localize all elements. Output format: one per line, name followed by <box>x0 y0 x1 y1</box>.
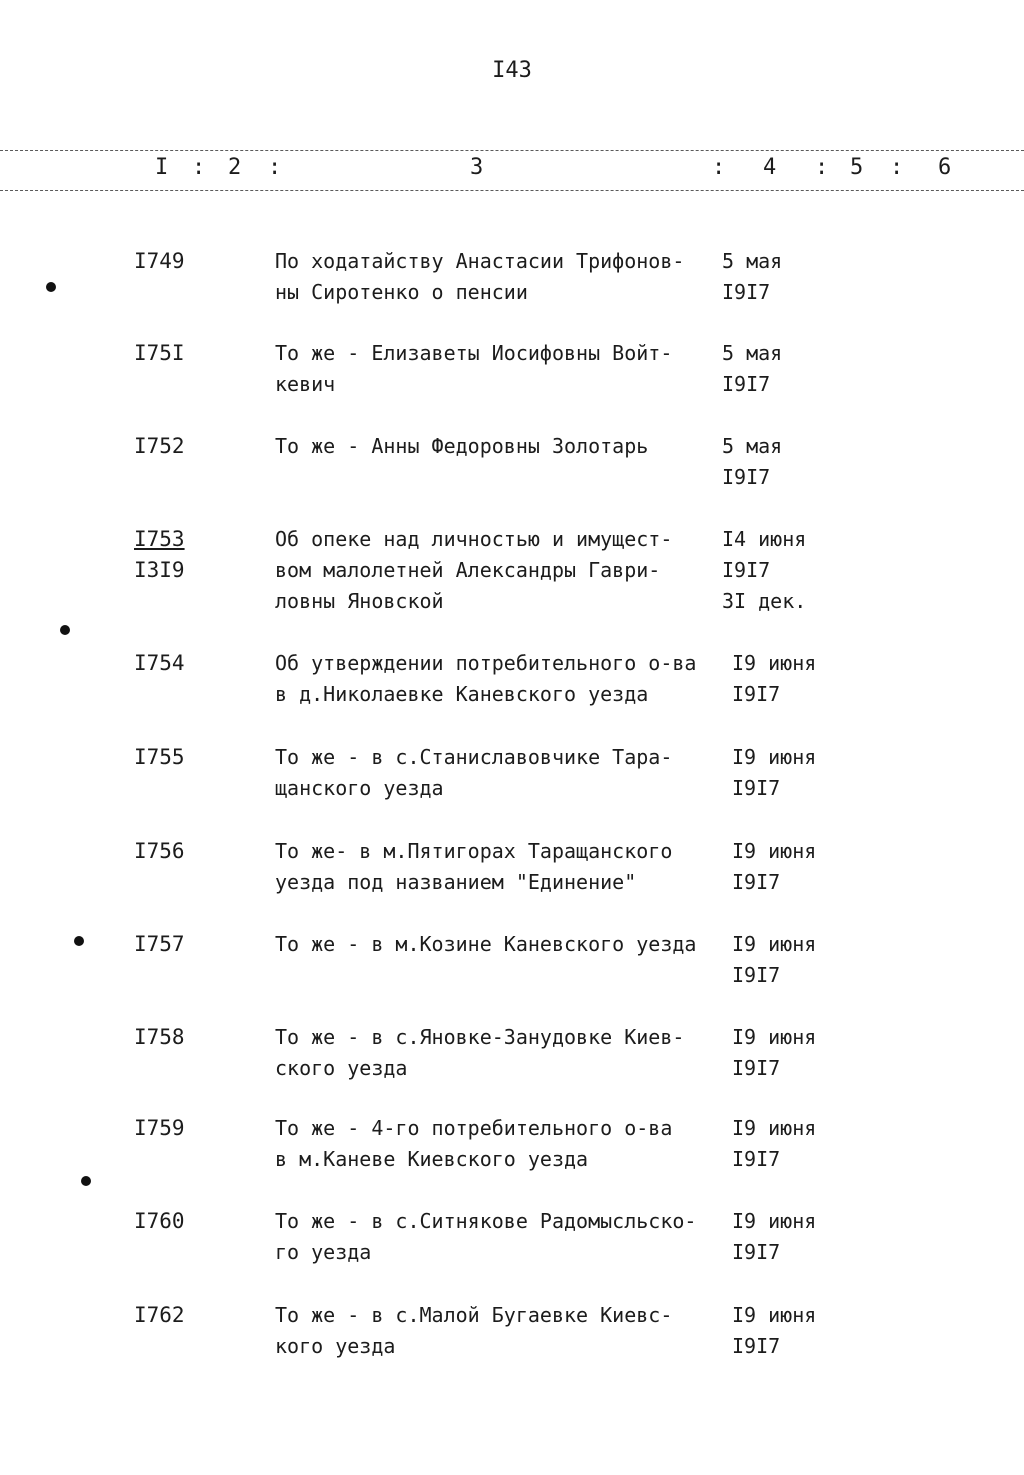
column-separator: : <box>712 155 726 180</box>
record-title <box>275 836 725 898</box>
column-header-2: 2 <box>228 155 242 180</box>
record-title <box>275 1300 725 1362</box>
column-separator: : <box>192 155 206 180</box>
record-number-primary: I759 <box>134 1116 185 1140</box>
record-number-secondary: I3I9 <box>134 558 185 582</box>
record-title <box>275 929 725 960</box>
record-date <box>732 742 816 804</box>
record-date-line: I9I7 <box>732 1240 781 1264</box>
record-date <box>732 1113 816 1175</box>
record-number <box>134 742 185 773</box>
record-title-line: То же - 4-го потребительного о-ва <box>275 1116 673 1140</box>
record-date-line: I9I7 <box>732 1334 781 1358</box>
record-date-line: 5 мая <box>722 341 783 365</box>
record-title <box>275 648 725 710</box>
record-title <box>275 742 725 804</box>
record-title-line: Об опеке над личностью и имущест- <box>275 527 673 551</box>
record-title-line: уезда под названием "Единение" <box>275 870 637 894</box>
record-date-line: 3I дек. <box>722 589 807 613</box>
record-title-line: ны Сиротенко о пенсии <box>275 280 528 304</box>
record-number-primary: I756 <box>134 839 185 863</box>
record-date <box>732 1022 816 1084</box>
record-title-line: То же - Анны Федоровны Золотарь <box>275 434 649 458</box>
record-title <box>275 338 725 400</box>
record-title-line: То же - в с.Ситнякове Радомысльско- <box>275 1209 697 1233</box>
record-number <box>134 338 185 369</box>
header-top-rule <box>0 150 1024 151</box>
column-header-3: 3 <box>470 155 484 180</box>
record-number <box>134 1022 185 1053</box>
record-date-line: I9 июня <box>732 1116 817 1140</box>
record-title-line: То же- в м.Пятигорах Таращанского <box>275 839 673 863</box>
record-number <box>134 246 185 277</box>
record-number <box>134 1113 185 1144</box>
record-date <box>722 431 782 493</box>
record-title <box>275 1206 725 1268</box>
record-date <box>732 1206 816 1268</box>
record-number-primary: I752 <box>134 434 185 458</box>
record-date <box>722 524 806 617</box>
record-date-line: I9 июня <box>732 651 817 675</box>
record-title-line: То же - в с.Малой Бугаевке Киевс- <box>275 1303 673 1327</box>
punch-hole-mark <box>46 282 56 292</box>
record-date <box>732 1300 816 1362</box>
record-date <box>732 836 816 898</box>
record-title-line: То же - в с.Яновке-Занудовке Киев- <box>275 1025 685 1049</box>
record-title <box>275 246 725 308</box>
header-bottom-rule <box>0 190 1024 191</box>
record-date-line: I9I7 <box>732 682 781 706</box>
record-title-line: го уезда <box>275 1240 372 1264</box>
record-title-line: в д.Николаевке Каневского уезда <box>275 682 649 706</box>
record-date-line: I9 июня <box>732 839 817 863</box>
record-date-line: I9I7 <box>732 1147 781 1171</box>
record-number-primary: I760 <box>134 1209 185 1233</box>
record-date <box>722 338 782 400</box>
record-date-line: I9 июня <box>732 1025 817 1049</box>
record-number <box>134 1300 185 1331</box>
record-date <box>732 648 816 710</box>
record-date-line: I9I7 <box>732 1056 781 1080</box>
column-separator: : <box>890 155 904 180</box>
record-date-line: I9I7 <box>732 870 781 894</box>
record-number-primary: I758 <box>134 1025 185 1049</box>
record-number <box>134 648 185 679</box>
record-number <box>134 431 185 462</box>
record-date-line: 5 мая <box>722 434 783 458</box>
punch-hole-mark <box>60 625 70 635</box>
column-header-4: 4 <box>763 155 777 180</box>
record-date-line: I9 июня <box>732 1209 817 1233</box>
column-separator: : <box>268 155 282 180</box>
record-title-line: По ходатайству Анастасии Трифонов- <box>275 249 685 273</box>
record-title <box>275 431 725 462</box>
record-title <box>275 1113 725 1175</box>
column-header-6: 6 <box>938 155 952 180</box>
record-title-line: вом малолетней Александры Гаври- <box>275 558 661 582</box>
record-title-line: в м.Каневе Киевского уезда <box>275 1147 589 1171</box>
record-title-line: кевич <box>275 372 336 396</box>
record-title-line: щанского уезда <box>275 776 444 800</box>
record-title-line: То же - в м.Козине Каневского уезда <box>275 932 697 956</box>
column-header-1: I <box>155 155 169 180</box>
record-number-primary: I757 <box>134 932 185 956</box>
record-date-line: 5 мая <box>722 249 783 273</box>
record-date-line: I9 июня <box>732 932 817 956</box>
record-title <box>275 1022 725 1084</box>
punch-hole-mark <box>74 936 84 946</box>
record-date <box>732 929 816 991</box>
record-date-line: I9 июня <box>732 745 817 769</box>
column-header-5: 5 <box>850 155 864 180</box>
record-date-line: I9I7 <box>732 963 781 987</box>
record-number-primary: I755 <box>134 745 185 769</box>
record-title-line: То же - в с.Станиславовчике Тара- <box>275 745 673 769</box>
record-date-line: I4 июня <box>722 527 807 551</box>
record-date-line: I9I7 <box>722 280 771 304</box>
record-date-line: I9I7 <box>732 776 781 800</box>
record-number-primary: I754 <box>134 651 185 675</box>
record-title-line: ского уезда <box>275 1056 408 1080</box>
record-title <box>275 524 725 617</box>
record-number-primary: I75I <box>134 341 185 365</box>
record-date-line: I9I7 <box>722 558 771 582</box>
record-title-line: ловны Яновской <box>275 589 444 613</box>
record-number <box>134 1206 185 1237</box>
record-title-line: Об утверждении потребительного о-ва <box>275 651 697 675</box>
record-date-line: I9 июня <box>732 1303 817 1327</box>
record-number <box>134 524 185 586</box>
record-title-line: кого уезда <box>275 1334 396 1358</box>
record-number <box>134 836 185 867</box>
punch-hole-mark <box>81 1176 91 1186</box>
record-date-line: I9I7 <box>722 465 771 489</box>
record-number-primary: I762 <box>134 1303 185 1327</box>
page-number: I43 <box>492 58 532 83</box>
record-date-line: I9I7 <box>722 372 771 396</box>
record-date <box>722 246 782 308</box>
record-number <box>134 929 185 960</box>
column-separator: : <box>815 155 829 180</box>
record-number-primary: I753 <box>134 527 185 551</box>
record-title-line: То же - Елизаветы Иосифовны Войт- <box>275 341 673 365</box>
record-number-primary: I749 <box>134 249 185 273</box>
